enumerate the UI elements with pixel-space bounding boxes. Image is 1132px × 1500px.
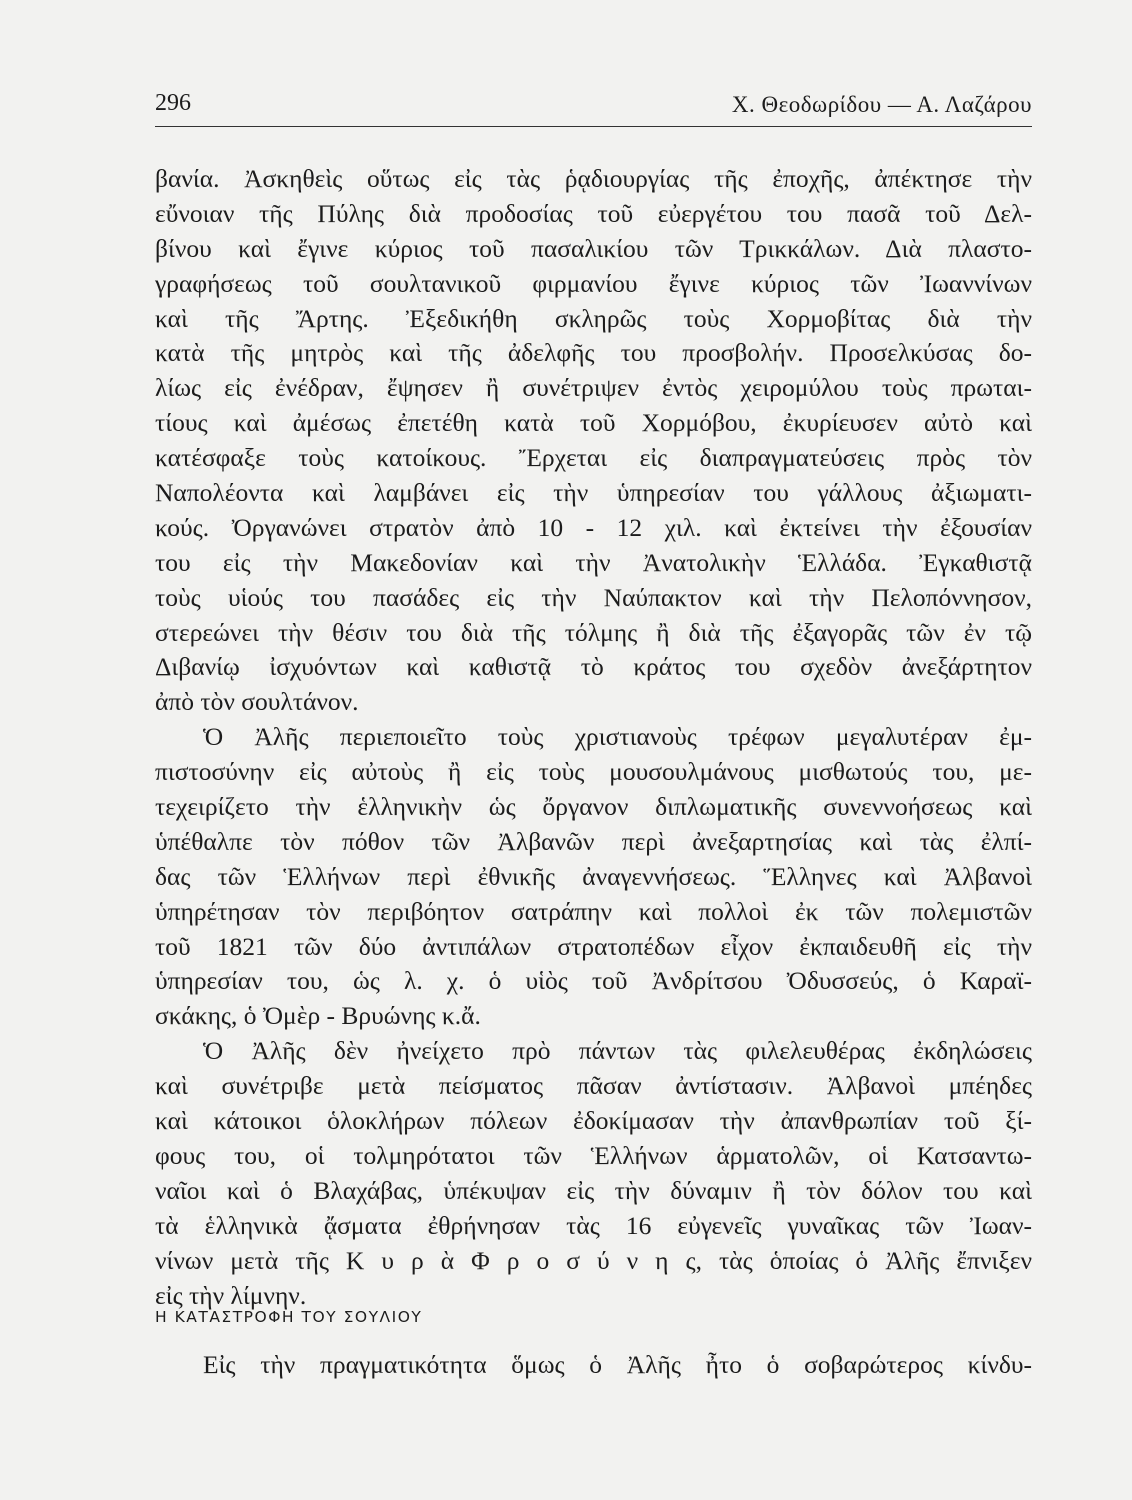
paragraph: [155, 1034, 1032, 1313]
text-line: ὑπέθαλπε τὸν πόθον τῶν Ἀλβανῶν περὶ ἀνεξαρτησίας καὶ τὰς ἐλπί-: [155, 826, 1032, 856]
section-first-paragraph: [155, 1348, 1032, 1383]
text-line: δας τῶν Ἑλλήνων περὶ ἐθνικῆς ἀναγεννήσεως. Ἕλληνες καὶ Ἀλβανοὶ: [155, 861, 1032, 891]
text-line: γραφήσεως τοῦ σουλτανικοῦ φιρμανίου ἔγινε κύριος τῶν Ἰωαννίνων: [155, 268, 1032, 298]
text-line: στερεώνει τὴν θέσιν του διὰ τῆς τόλμης ἢ διὰ τῆς ἐξαγορᾶς τῶν ἐν τῷ: [155, 617, 1032, 647]
text-line: κούς. Ὀργανώνει στρατὸν ἀπὸ 10 - 12 χιλ. καὶ ἐκτείνει τὴν ἐξουσίαν: [155, 512, 1032, 542]
text-line: Ὁ Ἀλῆς δὲν ἠνείχετο πρὸ πάντων τὰς φιλελευθέρας ἐκδηλώσεις: [203, 1036, 1032, 1066]
text-line: πιστοσύνην εἰς αὐτοὺς ἢ εἰς τοὺς μουσουλμάνους μισθωτούς του, με-: [155, 757, 1032, 787]
text-line: τοῦ 1821 τῶν δύο ἀντιπάλων στρατοπέδων εἶχον ἐκπαιδευθῆ εἰς τὴν: [155, 931, 1032, 961]
paragraph: [155, 162, 1032, 720]
running-head: Χ. Θεοδωρίδου — Α. Λαζάρου: [731, 92, 1032, 117]
text-line: καὶ κάτοικοι ὁλοκλήρων πόλεων ἐδοκίμασαν τὴν ἀπανθρωπίαν τοῦ ξί-: [155, 1106, 1032, 1136]
text-line: ὑπηρέτησαν τὸν περιβόητον σατράπην καὶ πολλοὶ ἐκ τῶν πολεμιστῶν: [155, 896, 1032, 926]
text-line: Ὁ Ἀλῆς περιεποιεῖτο τοὺς χριστιανοὺς τρέφων μεγαλυτέραν ἐμ-: [203, 722, 1032, 752]
text-line: Διβανίῳ ἰσχυόντων καὶ καθιστᾷ τὸ κράτος του σχεδὸν ἀνεξάρτητον: [155, 652, 1032, 682]
text-line: του εἰς τὴν Μακεδονίαν καὶ τὴν Ἀνατολικὴν Ἑλλάδα. Ἐγκαθιστᾷ: [155, 547, 1032, 577]
header-rule: [155, 126, 1032, 127]
text-line: τίους καὶ ἀμέσως ἐπετέθη κατὰ τοῦ Χορμόβου, ἐκυρίευσεν αὐτὸ καὶ: [155, 408, 1032, 438]
text-line: ἀπὸ τὸν σουλτάνον.: [155, 687, 359, 717]
text-line: βανία. Ἀσκηθεὶς οὕτως εἰς τὰς ῥᾳδιουργίας τῆς ἐποχῆς, ἀπέκτησε τὴν: [155, 164, 1032, 193]
text-line: λίως εἰς ἐνέδραν, ἔψησεν ἢ συνέτριψεν ἐντὸς χειρομύλου τοὺς πρωται-: [155, 373, 1032, 403]
text-line: τοὺς υἱούς του πασάδες εἰς τὴν Ναύπακτον καὶ τὴν Πελοπόννησον,: [155, 582, 1032, 612]
text-line: Εἰς τὴν πραγματικότητα ὅμως ὁ Ἀλῆς ἦτο ὁ σοβαρώτερος κίνδυ-: [203, 1350, 1032, 1379]
text-line: κατὰ τῆς μητρὸς καὶ τῆς ἀδελφῆς του προσβολήν. Προσελκύσας δο-: [155, 338, 1032, 368]
text-line: καὶ τῆς Ἄρτης. Ἐξεδικήθη σκληρῶς τοὺς Χορμοβίτας διὰ τὴν: [155, 303, 1032, 333]
text-line: κατέσφαξε τοὺς κατοίκους. Ἔρχεται εἰς διαπραγματεύσεις πρὸς τὸν: [155, 443, 1032, 473]
text-line: τεχειρίζετο τὴν ἑλληνικὴν ὡς ὄργανον διπλωματικῆς συνεννοήσεως καὶ: [155, 792, 1032, 822]
paragraph: [155, 720, 1032, 1034]
page-number: 296: [155, 90, 191, 116]
text-line: εἰς τὴν λίμνην.: [155, 1280, 307, 1310]
text-line: τὰ ἑλληνικὰ ᾄσματα ἐθρήνησαν τὰς 16 εὐγενεῖς γυναῖκας τῶν Ἰωαν-: [155, 1210, 1032, 1240]
text-line: Ναπολέοντα καὶ λαμβάνει εἰς τὴν ὑπηρεσίαν του γάλλους ἀξιωματι-: [155, 478, 1032, 508]
section-heading: Η ΚΑΤΑΣΤΡΟΦΗ ΤΟΥ ΣΟΥΛΙΟΥ: [155, 1308, 423, 1326]
text-line: φους του, οἱ τολμηρότατοι τῶν Ἑλλήνων ἁρματολῶν, οἱ Κατσαντω-: [155, 1140, 1032, 1170]
text-line: καὶ συνέτριβε μετὰ πείσματος πᾶσαν ἀντίστασιν. Ἀλβανοὶ μπέηδες: [155, 1071, 1032, 1101]
text-line: ὑπηρεσίαν του, ὡς λ. χ. ὁ υἱὸς τοῦ Ἀνδρίτσου Ὀδυσσεύς, ὁ Καραϊ-: [155, 966, 1032, 996]
text-line: σκάκης, ὁ Ὀμὲρ - Βρυώνης κ.ἄ.: [155, 1001, 481, 1031]
text-line: ναῖοι καὶ ὁ Βλαχάβας, ὑπέκυψαν εἰς τὴν δύναμιν ἢ τὸν δόλον του καὶ: [155, 1175, 1032, 1205]
text-line: βίνου καὶ ἔγινε κύριος τοῦ πασαλικίου τῶν Τρικκάλων. Διὰ πλαστο-: [155, 233, 1032, 263]
body-text: [155, 162, 1032, 1313]
text-line: εὔνοιαν τῆς Πύλης διὰ προδοσίας τοῦ εὐεργέτου του πασᾶ τοῦ Δελ-: [155, 198, 1032, 228]
text-line: νίνων μετὰ τῆς Κ υ ρ ὰ Φ ρ ο σ ύ ν η ς, τὰς ὁποίας ὁ Ἀλῆς ἔπνιξεν: [155, 1245, 1032, 1275]
